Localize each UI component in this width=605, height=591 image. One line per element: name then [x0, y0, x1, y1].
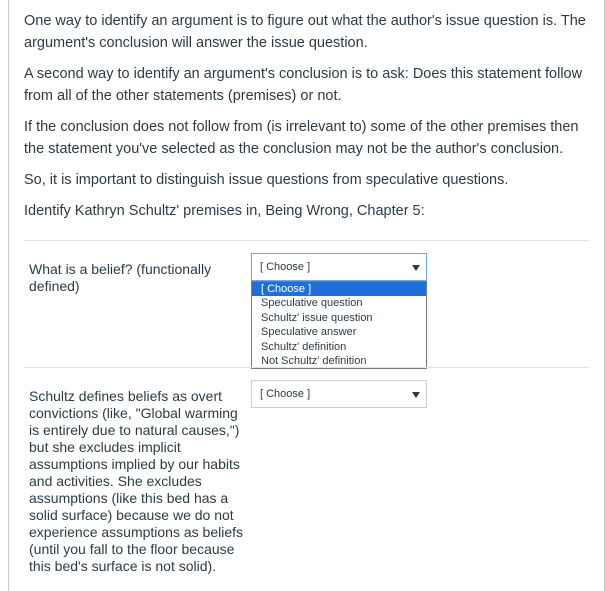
dropdown-option-speculative-answer[interactable]: Speculative answer — [261, 326, 357, 339]
dropdown-option-issue-question[interactable]: Schultz' issue question — [261, 311, 373, 324]
intro-paragraph-4: So, it is important to distinguish issue questions from speculative questions. — [24, 172, 509, 188]
question-2-text: Schultz defines beliefs as overt convictions (like, "Global warming is entirely due to natural causes,") but she excludes implicit assumptions implied by our habits and activities. She excludes assumptions (like this bed has a solid surface) because we do not experience assumptions as beliefs (until you fall to the floor because this bed's surface is not solid). — [29, 388, 244, 574]
intro-paragraph-3: If the conclusion does not follow from (is irrelevant to) some of the other premises then the statement you've selected as the conclusion may not be the author's conclusion. — [24, 119, 579, 157]
question-1-text: What is a belief? (functionally defined) — [29, 261, 212, 294]
dropdown-option-not-schultz-definition[interactable]: Not Schultz' definition — [261, 354, 367, 367]
question-2-select[interactable] — [251, 380, 427, 408]
dropdown-option-schultz-definition[interactable]: Schultz' definition — [261, 340, 347, 353]
question-2-selected-value: [ Choose ] — [260, 388, 311, 400]
chevron-down-icon — [412, 392, 420, 398]
dropdown-option-choose[interactable]: [ Choose ] — [252, 282, 426, 296]
intro-paragraph-2: A second way to identify an argument's conclusion is to ask: Does this statement follow from all of the other statements (premises) or not. — [24, 66, 583, 104]
question-1-select[interactable] — [251, 253, 427, 281]
divider — [24, 367, 589, 368]
intro-paragraph-1: One way to identify an argument is to figure out what the author's issue question is. The argument's conclusion will answer the issue question. — [24, 13, 586, 51]
question-1-dropdown — [251, 281, 427, 369]
intro-text — [24, 10, 589, 231]
divider — [24, 240, 589, 241]
question-1-selected-value: [ Choose ] — [260, 261, 311, 273]
intro-paragraph-5: Identify Kathryn Schultz' premises in, Being Wrong, Chapter 5: — [24, 203, 425, 219]
dropdown-option-speculative-question[interactable]: Speculative question — [261, 297, 363, 310]
chevron-down-icon — [412, 265, 420, 271]
